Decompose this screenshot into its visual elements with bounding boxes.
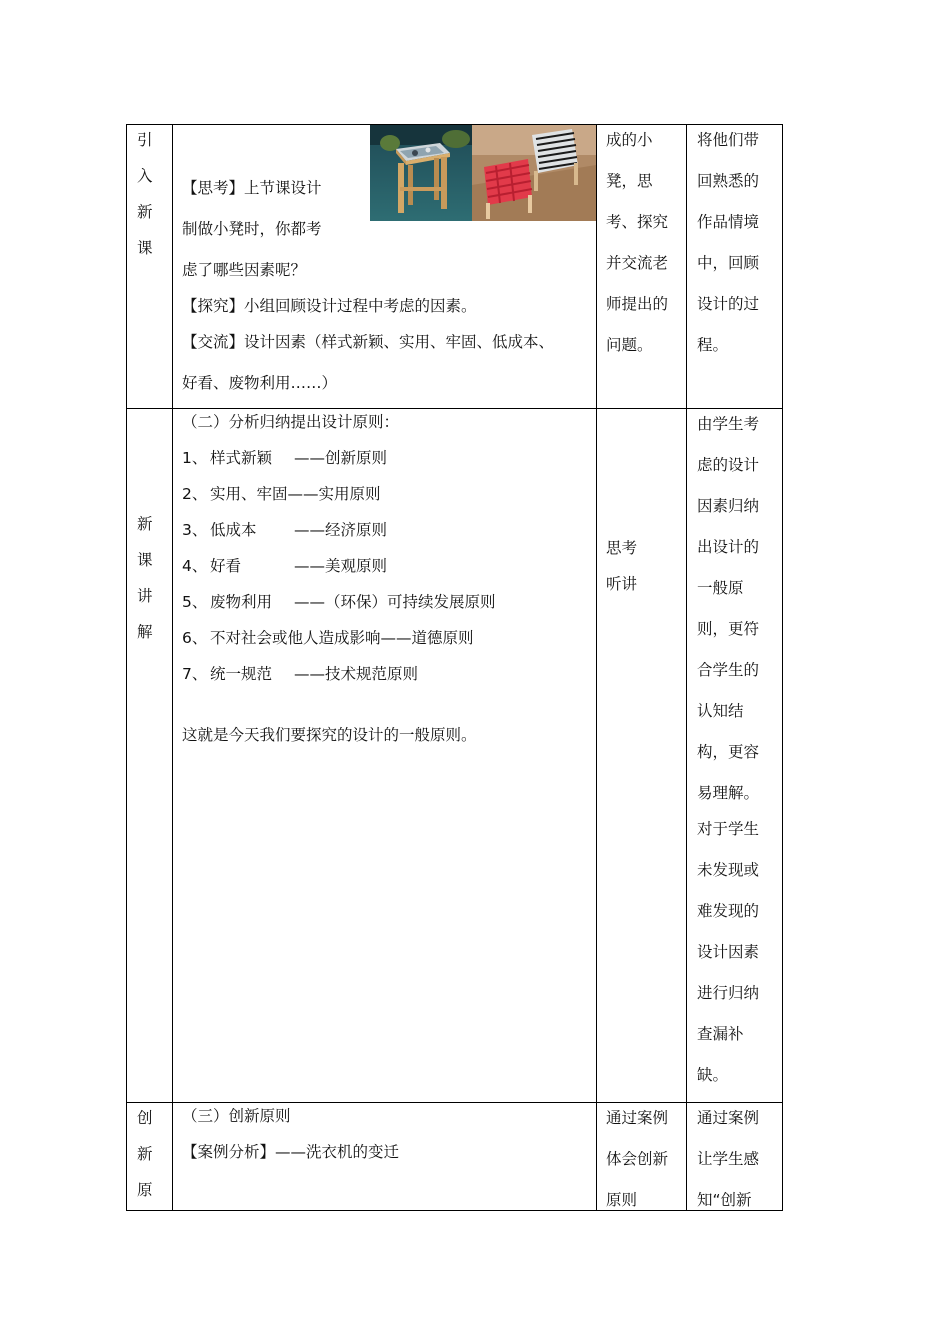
- intent-line: 作品情境: [697, 213, 760, 231]
- section-char: 入: [137, 167, 153, 185]
- student-line: 原则: [606, 1191, 638, 1209]
- item-principle: ——美观原则: [294, 557, 388, 575]
- item-principle: ——道德原则: [380, 629, 474, 647]
- intent-line: 难发现的: [697, 902, 760, 920]
- principle-item-1: [182, 448, 387, 468]
- case-analysis-line: 【案例分析】——洗衣机的变迁: [182, 1143, 400, 1161]
- item-factor: 低成本: [210, 521, 257, 539]
- item-factor: 实用、牢固: [210, 485, 288, 503]
- section-char: 课: [137, 239, 153, 257]
- student-line: 通过案例: [606, 1109, 669, 1127]
- intent-line: 由学生考: [697, 415, 760, 433]
- row3-design-intent: [697, 1105, 759, 1228]
- stool-photo-2: [472, 125, 596, 221]
- intent-line: 易理解。: [697, 784, 760, 802]
- principles-heading: （二）分析归纳提出设计原则：: [182, 413, 400, 431]
- student-line: 听讲: [606, 575, 638, 593]
- item-principle: ——经济原则: [294, 521, 388, 539]
- section-char: 创: [137, 1109, 153, 1127]
- section-char: 原: [137, 1181, 153, 1199]
- item-principle: ——实用原则: [287, 485, 381, 503]
- item-number: 7、: [182, 665, 208, 683]
- student-line: 思考: [606, 539, 638, 557]
- student-line: 凳，思: [606, 172, 653, 190]
- exchange-line-2: 好看、废物利用……）: [182, 374, 338, 392]
- student-line: 考、探究: [606, 213, 669, 231]
- row1-student-activity: [606, 127, 668, 373]
- intent-line: 合学生的: [697, 661, 760, 679]
- section-char: 解: [137, 623, 153, 641]
- item-number: 1、: [182, 449, 208, 467]
- principle-item-6: [182, 628, 474, 648]
- student-line: 并交流老: [606, 254, 669, 272]
- row2-student-activity: [606, 535, 637, 607]
- student-line: 成的小: [606, 131, 653, 149]
- item-principle: ——（环保）可持续发展原则: [294, 593, 496, 611]
- row2-section-label: [137, 511, 159, 655]
- exchange-line-1: 【交流】设计因素（样式新颖、实用、牢固、低成本、: [182, 333, 555, 351]
- row2-design-intent: [697, 411, 759, 1103]
- intent-line: 设计因素: [697, 943, 760, 961]
- section-char: 新: [137, 1145, 153, 1163]
- item-principle: ——创新原则: [294, 449, 388, 467]
- item-number: 3、: [182, 521, 208, 539]
- principle-item-5: [182, 592, 496, 612]
- principle-item-3: [182, 520, 387, 540]
- intent-line: 进行归纳: [697, 984, 760, 1002]
- item-number: 2、: [182, 485, 208, 503]
- section-char: 引: [137, 131, 153, 149]
- think-line-1: 【思考】上节课设计: [182, 179, 322, 197]
- intent-line: 未发现或: [697, 861, 760, 879]
- intent-line: 虑的设计: [697, 456, 760, 474]
- row-divider-1: [126, 408, 783, 409]
- section-char: 讲: [137, 587, 153, 605]
- table-divider-2: [596, 124, 597, 1211]
- student-line: 问题。: [606, 336, 653, 354]
- row1-section-label: [137, 127, 159, 271]
- intent-line: 一般原: [697, 579, 744, 597]
- item-factor: 样式新颖: [210, 449, 273, 467]
- student-line: 体会创新: [606, 1150, 669, 1168]
- item-factor: 废物利用: [210, 593, 273, 611]
- intent-line: 则，更符: [697, 620, 760, 638]
- stool-photo-1-image: [370, 125, 472, 221]
- table-border-right: [782, 124, 783, 1211]
- intent-line: 查漏补: [697, 1025, 744, 1043]
- stool-photo-2-image: [472, 125, 596, 221]
- row-divider-2: [126, 1102, 783, 1103]
- principle-item-2: [182, 484, 381, 504]
- item-number: 6、: [182, 629, 208, 647]
- section-char: 新: [137, 203, 153, 221]
- table-divider-1: [172, 124, 173, 1211]
- section-char: 课: [137, 551, 153, 569]
- think-line-3: 虑了哪些因素呢？: [182, 261, 307, 279]
- table-border-bottom: [126, 1210, 783, 1211]
- principle-item-7: [182, 664, 418, 684]
- row1-design-intent: [697, 127, 759, 373]
- table-divider-3: [686, 124, 687, 1211]
- intent-line: 构，更容: [697, 743, 760, 761]
- intent-line: 通过案例: [697, 1109, 760, 1127]
- item-factor: 统一规范: [210, 665, 273, 683]
- intent-line: 让学生感: [697, 1150, 760, 1168]
- table-border-left: [126, 124, 127, 1211]
- principles-conclusion: 这就是今天我们要探究的设计的一般原则。: [182, 726, 477, 744]
- intent-line: 因素归纳: [697, 497, 760, 515]
- intent-line: 将他们带: [697, 131, 760, 149]
- item-principle: ——技术规范原则: [294, 665, 419, 683]
- think-line-2: 制做小凳时，你都考: [182, 220, 322, 238]
- item-number: 4、: [182, 557, 208, 575]
- item-number: 5、: [182, 593, 208, 611]
- intent-line: 出设计的: [697, 538, 760, 556]
- student-line: 师提出的: [606, 295, 669, 313]
- intent-line: 程。: [697, 336, 729, 354]
- intent-line: 设计的过: [697, 295, 760, 313]
- principle-item-4: [182, 556, 387, 576]
- intent-line: 认知结: [697, 702, 744, 720]
- intent-line: 缺。: [697, 1066, 729, 1084]
- intent-line: 知“创新: [697, 1191, 752, 1209]
- section-char: 新: [137, 515, 153, 533]
- explore-line: 【探究】小组回顾设计过程中考虑的因素。: [182, 297, 477, 315]
- stool-photo-1: [370, 125, 472, 221]
- row3-student-activity: [606, 1105, 668, 1228]
- item-factor: 不对社会或他人造成影响: [210, 629, 381, 647]
- intent-line: 回熟悉的: [697, 172, 760, 190]
- innovation-heading: （三）创新原则: [182, 1107, 291, 1125]
- intent-line: 中，回顾: [697, 254, 760, 272]
- item-factor: 好看: [210, 557, 242, 575]
- intent-line: 对于学生: [697, 820, 760, 838]
- row3-section-label: [137, 1105, 159, 1213]
